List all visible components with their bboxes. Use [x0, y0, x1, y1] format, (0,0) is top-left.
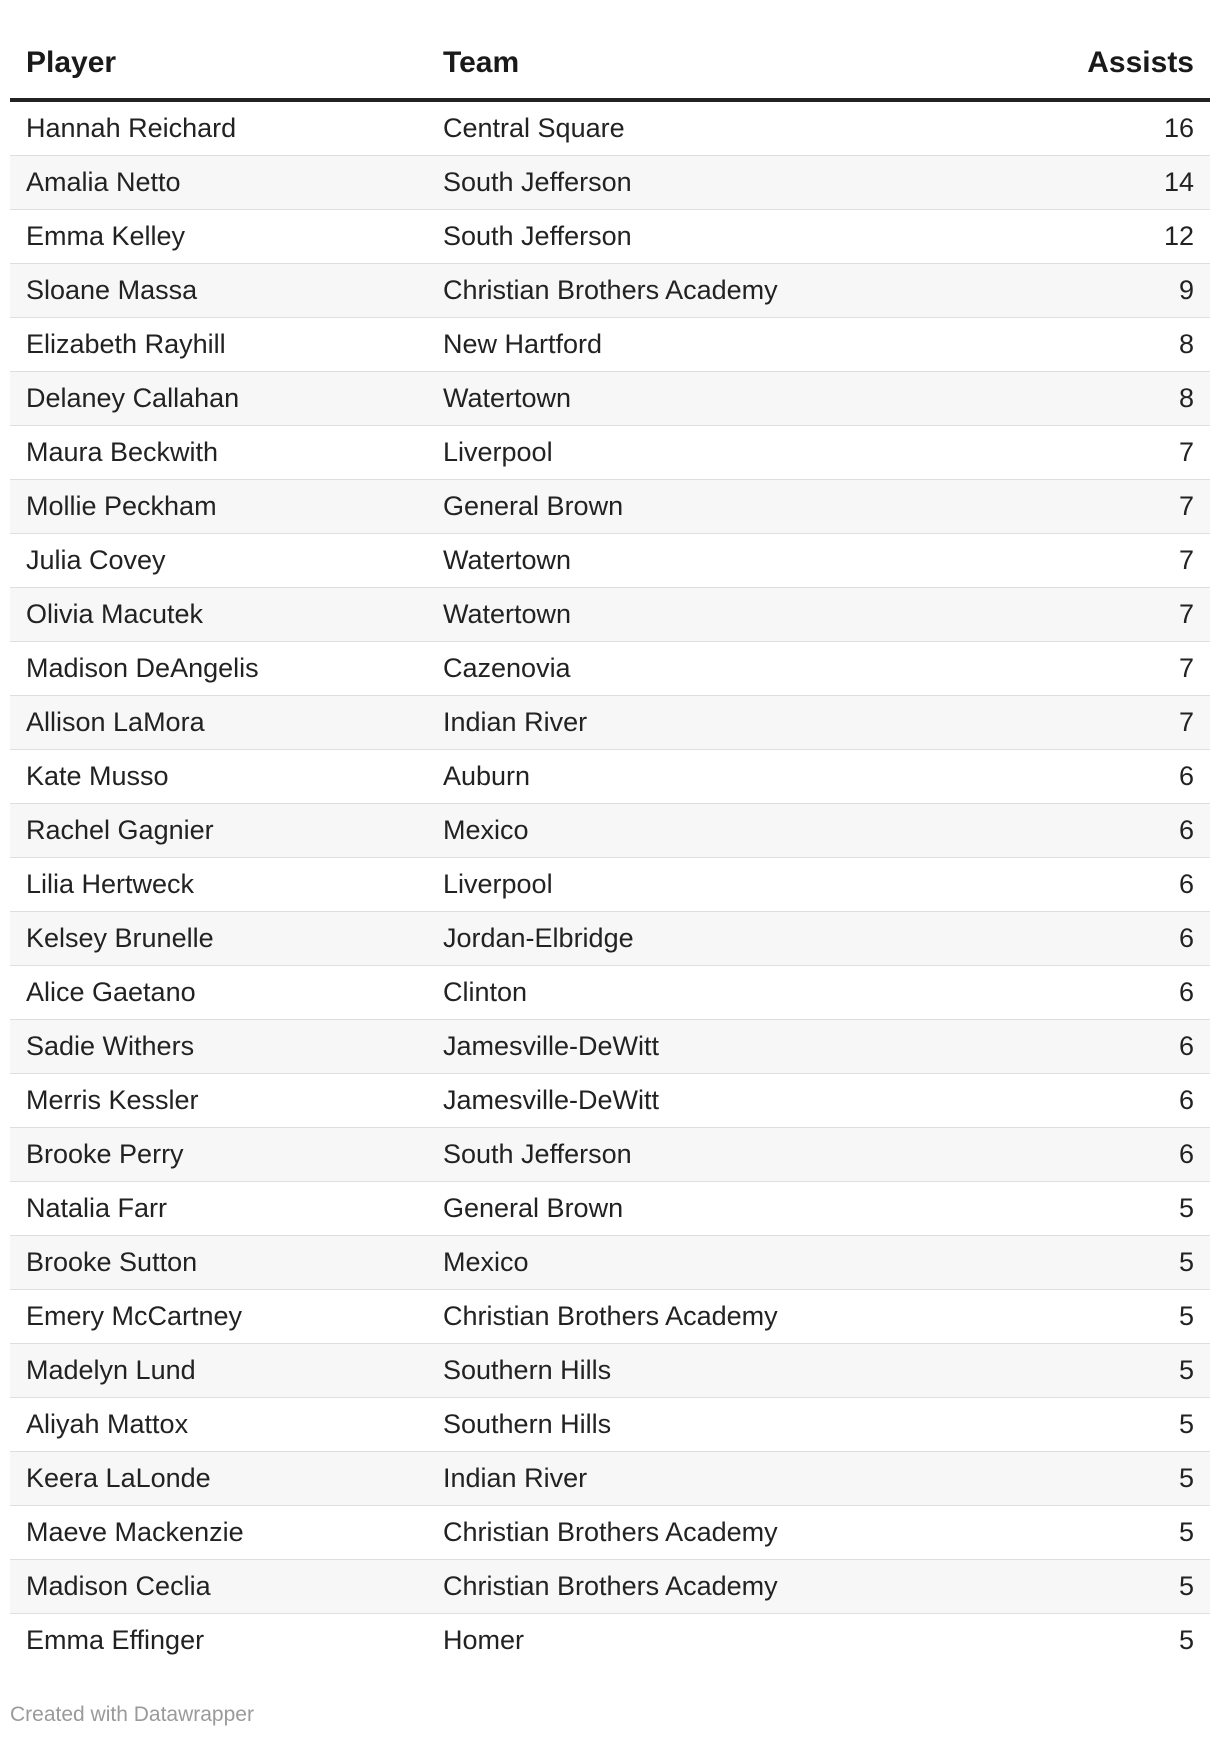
cell-team: Jamesville-DeWitt — [427, 1020, 947, 1074]
cell-team: Watertown — [427, 372, 947, 426]
cell-team: South Jefferson — [427, 156, 947, 210]
assists-table-container — [10, 28, 1210, 1667]
cell-player: Olivia Macutek — [10, 588, 427, 642]
cell-team: Clinton — [427, 966, 947, 1020]
cell-assists: 5 — [947, 1398, 1210, 1452]
cell-assists: 6 — [947, 966, 1210, 1020]
cell-player: Madison Ceclia — [10, 1560, 427, 1614]
table-row — [10, 1290, 1210, 1344]
table-row — [10, 588, 1210, 642]
cell-team: Indian River — [427, 1452, 947, 1506]
cell-team: Homer — [443, 1625, 525, 1655]
table-body — [10, 100, 1210, 1667]
table-row — [10, 750, 1210, 804]
cell-assists: 5 — [947, 1182, 1210, 1236]
cell-assists: 8 — [947, 318, 1210, 372]
cell-team: Central Square — [427, 100, 947, 156]
cell-team: Auburn — [427, 750, 947, 804]
table-row — [10, 534, 1210, 588]
cell-player: Brooke Sutton — [10, 1236, 427, 1290]
cell-team: General Brown — [427, 480, 947, 534]
cell-player: Rachel Gagnier — [10, 804, 427, 858]
cell-assists: 6 — [947, 1128, 1210, 1182]
cell-team: South Jefferson — [427, 1128, 947, 1182]
cell-player: Kate Musso — [10, 750, 427, 804]
cell-player: Maeve Mackenzie — [10, 1506, 427, 1560]
cell-team: Southern Hills — [427, 1344, 947, 1398]
cell-team: General Brown — [427, 1182, 947, 1236]
cell-assists: 16 — [947, 100, 1210, 156]
cell-player: Julia Covey — [10, 534, 427, 588]
table-row — [10, 426, 1210, 480]
cell-player: Merris Kessler — [10, 1074, 427, 1128]
table-row — [10, 1560, 1210, 1614]
cell-assists: 6 — [947, 750, 1210, 804]
cell-assists: 5 — [947, 1236, 1210, 1290]
cell-assists: 7 — [947, 642, 1210, 696]
cell-player: Alice Gaetano — [10, 966, 427, 1020]
cell-player: Sadie Withers — [10, 1020, 427, 1074]
table-row — [10, 1074, 1210, 1128]
cell-player: Emma Effinger — [26, 1625, 205, 1655]
cell-player: Mollie Peckham — [10, 480, 427, 534]
cell-assists: 6 — [947, 912, 1210, 966]
cell-player: Hannah Reichard — [10, 100, 427, 156]
cell-assists: 6 — [947, 804, 1210, 858]
table-row — [10, 804, 1210, 858]
cell-assists: 5 — [947, 1344, 1210, 1398]
cell-team: Southern Hills — [427, 1398, 947, 1452]
cell-player: Brooke Perry — [10, 1128, 427, 1182]
column-header-player[interactable]: Player — [10, 28, 427, 100]
cell-team: Cazenovia — [427, 642, 947, 696]
cell-player: Natalia Farr — [10, 1182, 427, 1236]
cell-player: Madison DeAngelis — [10, 642, 427, 696]
cell-player: Keera LaLonde — [10, 1452, 427, 1506]
cell-assists: 5 — [947, 1506, 1210, 1560]
table-row — [10, 100, 1210, 156]
cell-team: Jamesville-DeWitt — [427, 1074, 947, 1128]
cell-player: Elizabeth Rayhill — [10, 318, 427, 372]
cell-assists: 7 — [947, 588, 1210, 642]
cell-team: Christian Brothers Academy — [427, 264, 947, 318]
cell-team: Christian Brothers Academy — [427, 1290, 947, 1344]
table-row — [10, 1182, 1210, 1236]
cell-player: Allison LaMora — [10, 696, 427, 750]
cell-player: Amalia Netto — [10, 156, 427, 210]
cell-team: Indian River — [427, 696, 947, 750]
table-row — [10, 372, 1210, 426]
cell-team: South Jefferson — [427, 210, 947, 264]
cell-assists: 6 — [947, 858, 1210, 912]
cell-team: Watertown — [427, 588, 947, 642]
table-row — [10, 1614, 1210, 1668]
table-row — [10, 210, 1210, 264]
cell-assists: 5 — [947, 1452, 1210, 1506]
table-row — [10, 1020, 1210, 1074]
table-row — [10, 156, 1210, 210]
table-row — [10, 696, 1210, 750]
table-row — [10, 1452, 1210, 1506]
cell-team: Liverpool — [427, 426, 947, 480]
table-row — [10, 480, 1210, 534]
table-row — [10, 1506, 1210, 1560]
cell-assists: 5 — [947, 1560, 1210, 1614]
cell-player: Maura Beckwith — [10, 426, 427, 480]
table-row — [10, 642, 1210, 696]
cell-player: Madelyn Lund — [10, 1344, 427, 1398]
cell-player: Aliyah Mattox — [10, 1398, 427, 1452]
cell-team: Christian Brothers Academy — [427, 1506, 947, 1560]
cell-player: Delaney Callahan — [10, 372, 427, 426]
cell-player: Sloane Massa — [10, 264, 427, 318]
cell-team: Christian Brothers Academy — [427, 1560, 947, 1614]
cell-player: Emery McCartney — [10, 1290, 427, 1344]
table-row — [10, 1236, 1210, 1290]
table-row — [10, 1344, 1210, 1398]
assists-table — [10, 28, 1210, 1667]
cell-assists: 5 — [947, 1290, 1210, 1344]
table-header — [10, 28, 1210, 100]
cell-team: Watertown — [427, 534, 947, 588]
table-row — [10, 264, 1210, 318]
table-row — [10, 318, 1210, 372]
cell-assists: 7 — [947, 480, 1210, 534]
cell-player: Emma Kelley — [10, 210, 427, 264]
cell-assists: 7 — [947, 534, 1210, 588]
cell-team: New Hartford — [427, 318, 947, 372]
column-header-team[interactable]: Team — [427, 28, 947, 100]
cell-assists: 7 — [947, 696, 1210, 750]
datawrapper-credit: Created with Datawrapper — [10, 1703, 254, 1726]
cell-assists: 14 — [947, 156, 1210, 210]
cell-team: Mexico — [427, 1236, 947, 1290]
cell-assists: 12 — [947, 210, 1210, 264]
cell-assists: 9 — [947, 264, 1210, 318]
header-row — [10, 28, 1210, 100]
table-row — [10, 1128, 1210, 1182]
cell-assists: 7 — [947, 426, 1210, 480]
cell-team: Liverpool — [427, 858, 947, 912]
table-row — [10, 858, 1210, 912]
cell-team: Jordan-Elbridge — [427, 912, 947, 966]
table-row — [10, 912, 1210, 966]
cell-assists: 6 — [947, 1074, 1210, 1128]
cell-assists: 5 — [1178, 1625, 1194, 1655]
cell-assists: 8 — [947, 372, 1210, 426]
table-row — [10, 1398, 1210, 1452]
cell-assists: 6 — [947, 1020, 1210, 1074]
column-header-assists[interactable]: Assists — [947, 28, 1210, 100]
cell-player: Kelsey Brunelle — [10, 912, 427, 966]
cell-team: Mexico — [427, 804, 947, 858]
cell-player: Lilia Hertweck — [10, 858, 427, 912]
table-row — [10, 966, 1210, 1020]
